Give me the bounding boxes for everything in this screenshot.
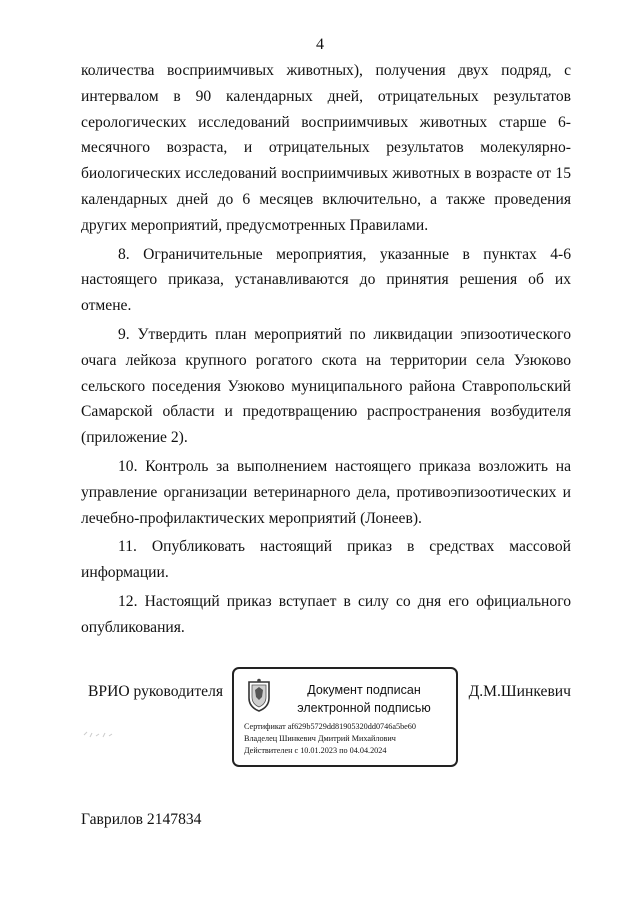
stamp-title-line-2: электронной подписью <box>297 701 431 715</box>
stamp-title-line-1: Документ подписан <box>307 683 421 697</box>
scan-artifact <box>82 728 116 742</box>
signer-name: Д.М.Шинкевич <box>468 683 571 700</box>
executor-contact: Гаврилов 2147834 <box>81 811 202 828</box>
stamp-details <box>244 721 456 757</box>
paragraph-continuation: количества восприимчивых животных), получения двух подряд, с интервалом в 90 календарных дней, отрицательных результатов серологических исследований восприимчивых животных старше 6-месячного возраста, и отрицательных результатов молекулярно-биологических исследований восприимчивых животных в возрасте от 15 календарных дней до 6 месяцев включительно, а также проведения других мероприятий, предусмотренных Правилами. <box>81 62 571 234</box>
paragraph-item-12: 12. Настоящий приказ вступает в силу со дня его официального опубликования. <box>81 592 571 636</box>
paragraph-item-8: 8. Ограничительные мероприятия, указанные в пунктах 4-6 настоящего приказа, устанавливаются до принятия решения об их отмене. <box>81 245 571 315</box>
paragraph-item-9: 9. Утвердить план мероприятий по ликвидации эпизоотического очага лейкоза крупного рогатого скота на территории села Узюково сельского поседения Узюково муниципального района Ставропольский Самарской области и предотвращению распространения возбудителя (приложение 2). <box>81 325 571 447</box>
stamp-validity: Действителен с 10.01.2023 по 04.04.2024 <box>244 746 387 755</box>
stamp-certificate: Сертификат af629b5729dd81905320dd0746a5be60 <box>244 722 416 731</box>
page-number: 4 <box>316 36 324 53</box>
coat-of-arms-icon <box>245 678 273 712</box>
paragraph-item-11: 11. Опубликовать настоящий приказ в средствах массовой информации. <box>81 538 571 582</box>
paragraph-item-10: 10. Контроль за выполнением настоящего приказа возложить на управление организации ветеринарного дела, противоэпизоотических и лечебно-профилактических мероприятий (Лонеев). <box>81 457 571 527</box>
signatory-position: ВРИО руководителя <box>88 683 224 700</box>
stamp-owner: Владелец Шинкевич Дмитрий Михайлович <box>244 734 396 743</box>
stamp-title <box>280 681 448 717</box>
electronic-signature-stamp <box>232 667 458 767</box>
document-body <box>81 58 571 644</box>
